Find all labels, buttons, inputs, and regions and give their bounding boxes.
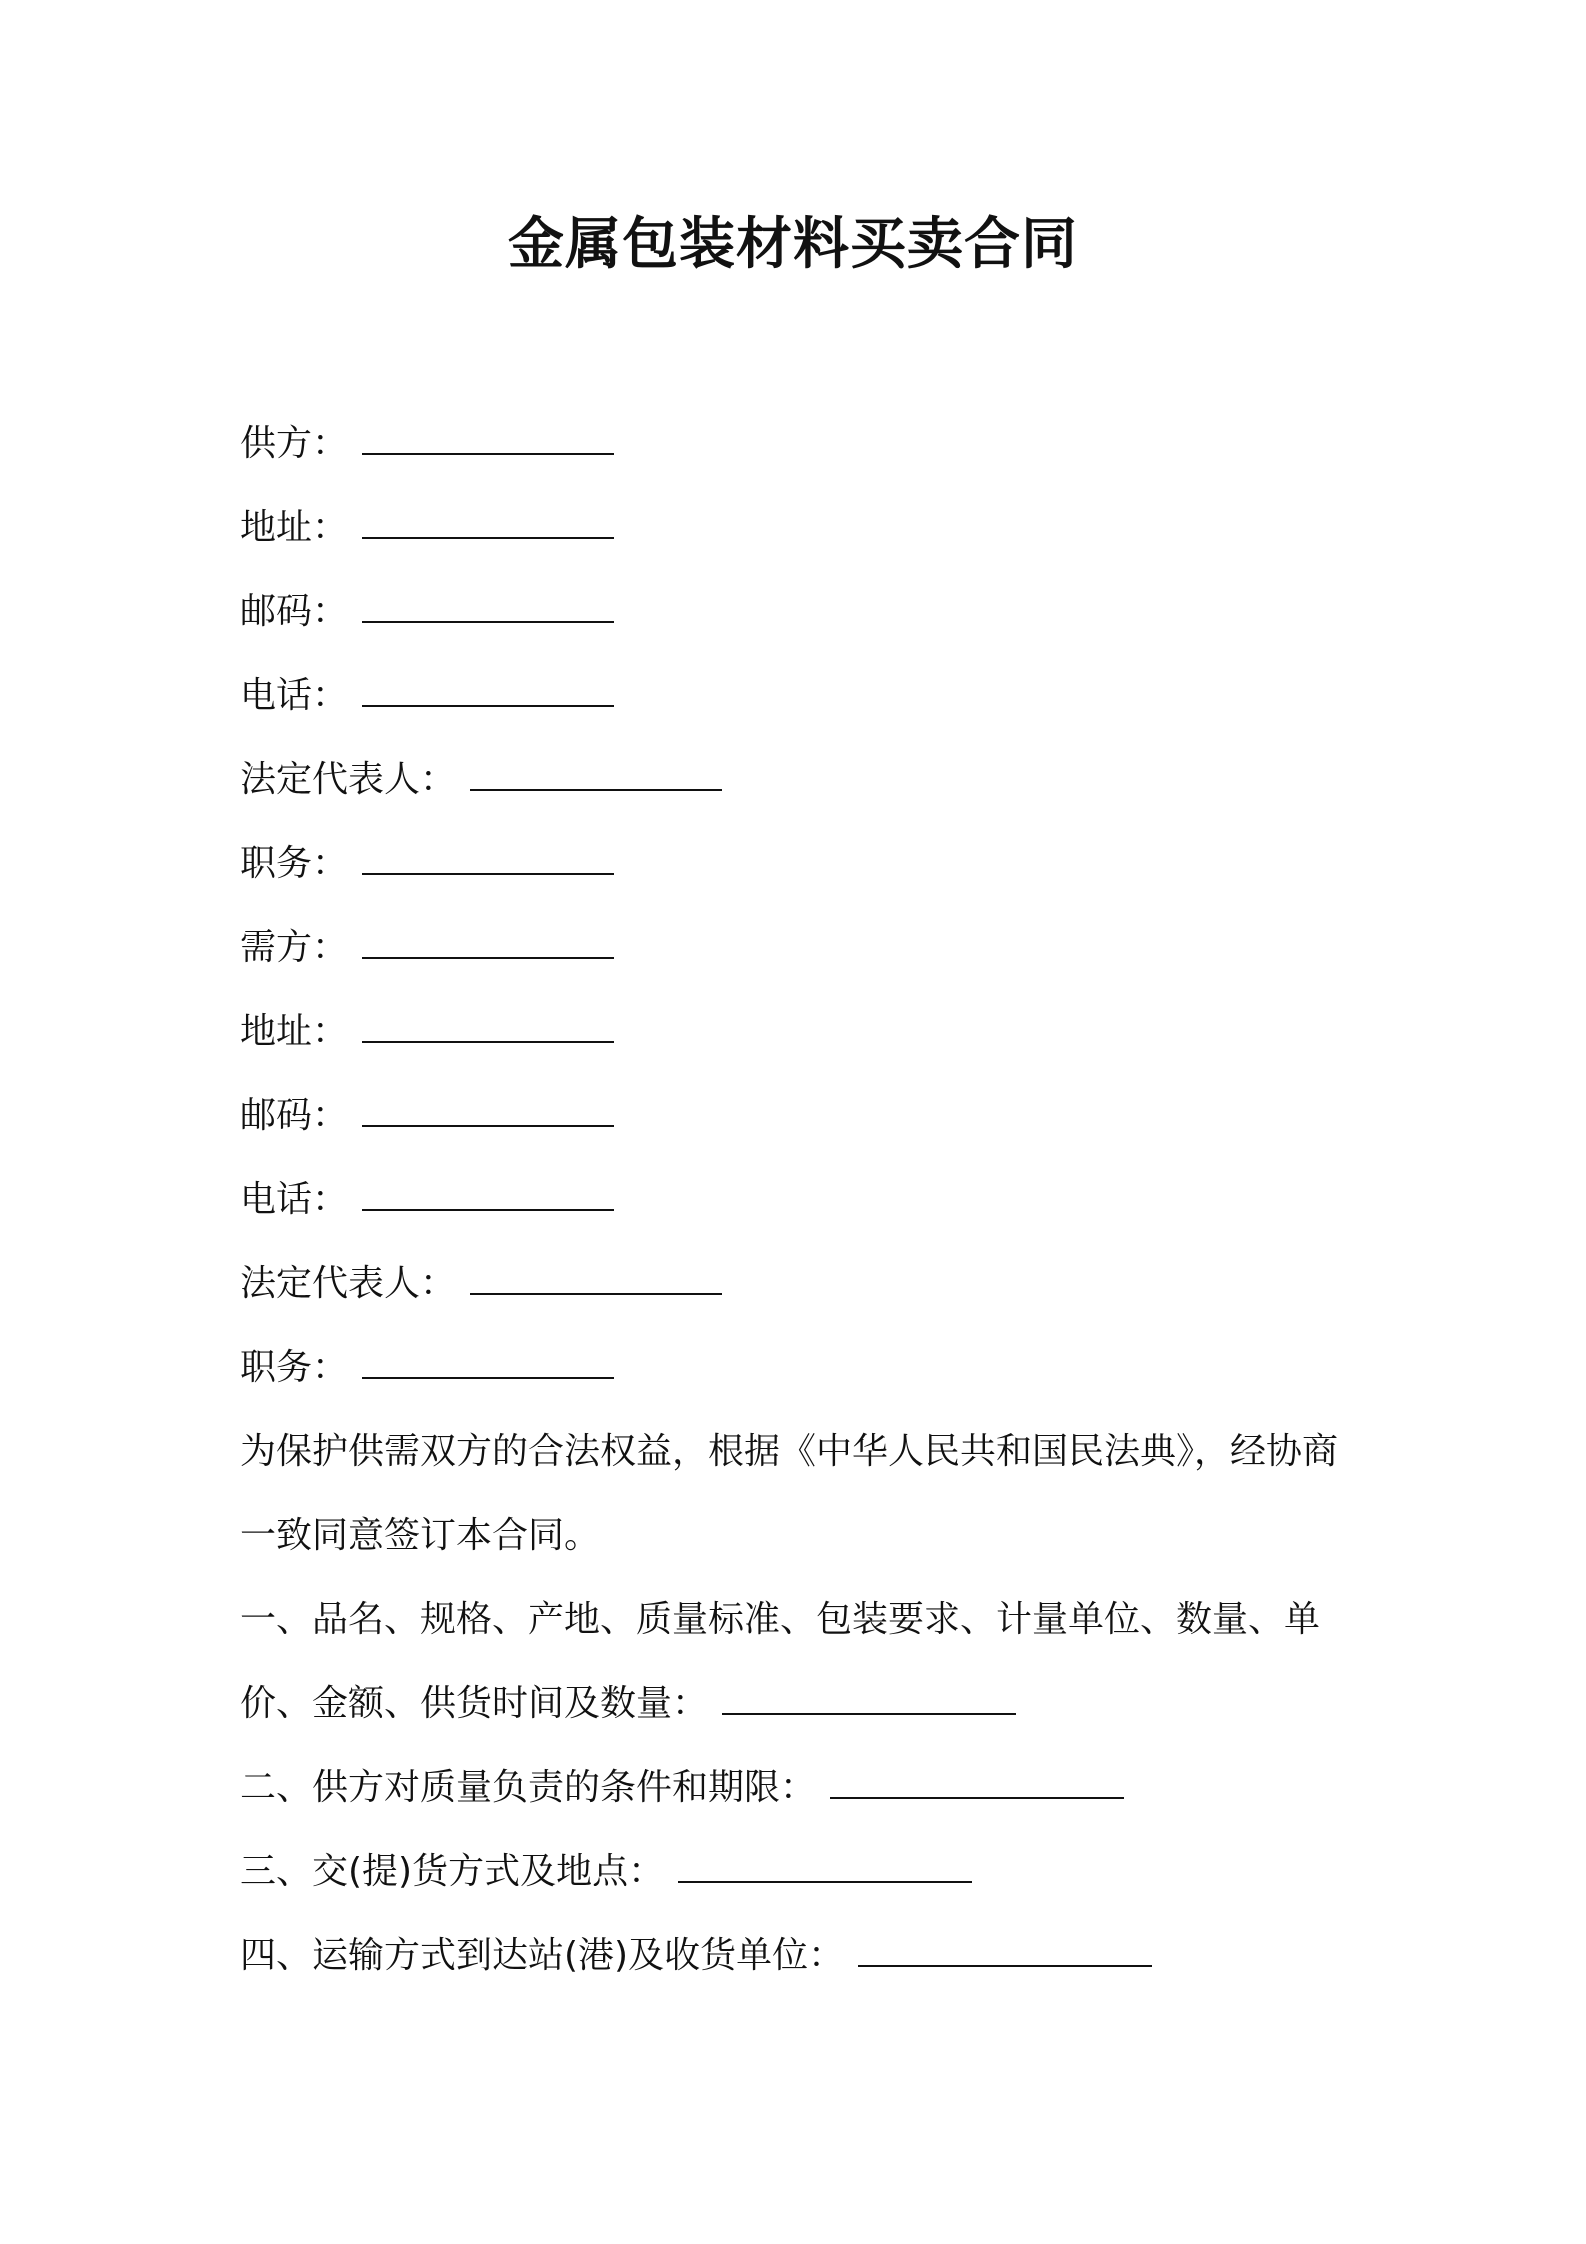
intro-paragraph: 为保护供需双方的合法权益，根据《中华人民共和国民法典》，经协商一致同意签订本合同。 — [240, 1431, 1339, 1556]
fill-in-blank[interactable] — [362, 1095, 614, 1127]
fill-in-blank[interactable] — [470, 1263, 722, 1295]
clause-text: 二、供方对质量负责的条件和期限： — [240, 1767, 817, 1808]
field-label: 法定代表人： — [240, 1263, 457, 1304]
clause-text: 三、交(提)货方式及地点： — [240, 1851, 665, 1892]
clause-2 — [240, 1746, 1370, 1830]
supplier-name-row — [240, 402, 1370, 486]
fill-in-blank[interactable] — [362, 675, 614, 707]
clause-text: 一、品名、规格、产地、质量标准、包装要求、计量单位、数量、单价、金额、供货时间及数量： — [240, 1599, 1321, 1724]
buyer-address-row — [240, 990, 1370, 1074]
fill-in-blank[interactable] — [470, 759, 722, 791]
supplier-legal-rep-row — [240, 738, 1370, 822]
fill-in-blank[interactable] — [362, 507, 614, 539]
field-label: 地址： — [240, 507, 349, 548]
clause-4 — [240, 1914, 1370, 1998]
fill-in-blank[interactable] — [362, 1179, 614, 1211]
buyer-legal-rep-row — [240, 1242, 1370, 1326]
buyer-position-row — [240, 1326, 1370, 1410]
fill-in-blank[interactable] — [858, 1935, 1152, 1967]
fill-in-blank[interactable] — [362, 927, 614, 959]
buyer-name-row — [240, 906, 1370, 990]
clause-3 — [240, 1830, 1370, 1914]
field-label: 邮码： — [240, 1095, 349, 1136]
field-label: 职务： — [240, 843, 349, 884]
supplier-postcode-row — [240, 570, 1370, 654]
buyer-phone-row — [240, 1158, 1370, 1242]
supplier-address-row — [240, 486, 1370, 570]
fill-in-blank[interactable] — [362, 1347, 614, 1379]
clause-1 — [240, 1578, 1370, 1746]
supplier-phone-row — [240, 654, 1370, 738]
field-label: 需方： — [240, 927, 349, 968]
supplier-position-row — [240, 822, 1370, 906]
buyer-postcode-row — [240, 1074, 1370, 1158]
field-label: 电话： — [240, 1179, 349, 1220]
fill-in-blank[interactable] — [362, 843, 614, 875]
fill-in-blank[interactable] — [362, 423, 614, 455]
field-label: 邮码： — [240, 591, 349, 632]
field-label: 地址： — [240, 1011, 349, 1052]
field-label: 供方： — [240, 423, 349, 464]
field-label: 法定代表人： — [240, 759, 457, 800]
fill-in-blank[interactable] — [830, 1767, 1124, 1799]
fill-in-blank[interactable] — [722, 1683, 1016, 1715]
clause-text: 四、运输方式到达站(港)及收货单位： — [240, 1935, 845, 1976]
fill-in-blank[interactable] — [362, 1011, 614, 1043]
field-label: 电话： — [240, 675, 349, 716]
field-label: 职务： — [240, 1347, 349, 1388]
document-title: 金属包装材料买卖合同 — [508, 212, 1078, 277]
contract-body — [240, 402, 1370, 1998]
fill-in-blank[interactable] — [678, 1851, 972, 1883]
fill-in-blank[interactable] — [362, 591, 614, 623]
